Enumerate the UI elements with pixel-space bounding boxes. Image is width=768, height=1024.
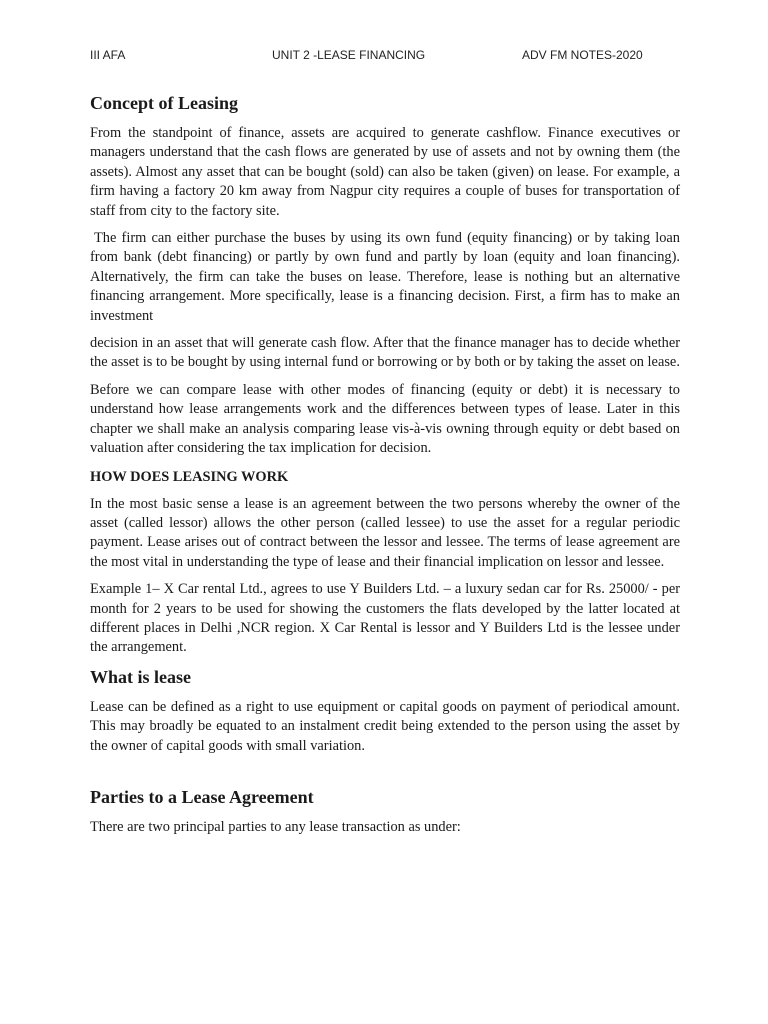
header-class-label: III AFA: [90, 48, 126, 62]
header-unit-title: UNIT 2 -LEASE FINANCING: [272, 48, 426, 62]
header-notes-label: ADV FM NOTES-2020: [522, 48, 643, 62]
paragraph-principal-parties: There are two principal parties to any lease transaction as under:: [90, 818, 461, 835]
paragraph-investment-decision: decision in an asset that will generate cash flow. After that the finance manager has to decide whether the asset is to be bought by using internal fund or borrowing or by both or by taking the asset on lease.: [90, 335, 680, 371]
heading-how-does-leasing-work: HOW DOES LEASING WORK: [90, 468, 289, 485]
heading-what-is-lease: What is lease: [90, 666, 191, 687]
paragraph-lease-definition: Lease can be defined as a right to use equipment or capital goods on payment of periodical amount. This may broadly be equated to an instalment credit being extended to the person using the asset by the owner of capital goods with small variation.: [90, 698, 680, 754]
paragraph-lease-agreement-basics: In the most basic sense a lease is an agreement between the two persons whereby the owner of the asset (called lessor) allows the other person (called lessee) to use the asset for a regular periodic payment. Lease arises out of contract between the lessor and lessee. The terms of lease agreement are the most vital in understanding the type of lease and their financial implication on lessor and lessee.: [90, 495, 680, 570]
document-body: [90, 92, 680, 845]
paragraph-purchase-options: The firm can either purchase the buses by using its own fund (equity financing) or by taking loan from bank (debt financing) or partly by own fund and partly by loan (equity and loan financing). Alternatively, the firm can take the buses on lease. Therefore, lease is nothing but an alternative financing arrangement. More specifically, lease is a financing decision. First, a firm has to make an investment: [90, 230, 680, 324]
paragraph-example-1: Example 1– X Car rental Ltd., agrees to use Y Builders Ltd. – a luxury sedan car for Rs. 25000/ - per month for 2 years to be used for showing the customers the flats developed by the latter located at different places in Delhi ,NCR region. X Car Rental is lessor and Y Builders Ltd is the lessee under the arrangement.: [90, 581, 680, 656]
heading-parties-to-lease: Parties to a Lease Agreement: [90, 786, 314, 807]
paragraph-standpoint-of-finance: From the standpoint of finance, assets are acquired to generate cashflow. Finance executives or managers understand that the cash flows are generated by use of assets and not by owning them (the assets). Almost any asset that can be bought (sold) can also be taken (given) on lease. For example, a firm having a factory 20 km away from Nagpur city requires a couple of buses for transportation of staff from city to the factory site.: [90, 125, 680, 219]
paragraph-compare-lease: Before we can compare lease with other modes of financing (equity or debt) it is necessary to understand how lease arrangements work and the differences between types of lease. Later in this chapter we shall make an analysis comparing lease vis-à-vis owning through equity or debt based on valuation after considering the tax implication for decision.: [90, 381, 680, 457]
page-header: [90, 48, 680, 64]
heading-concept-of-leasing: Concept of Leasing: [90, 93, 238, 113]
